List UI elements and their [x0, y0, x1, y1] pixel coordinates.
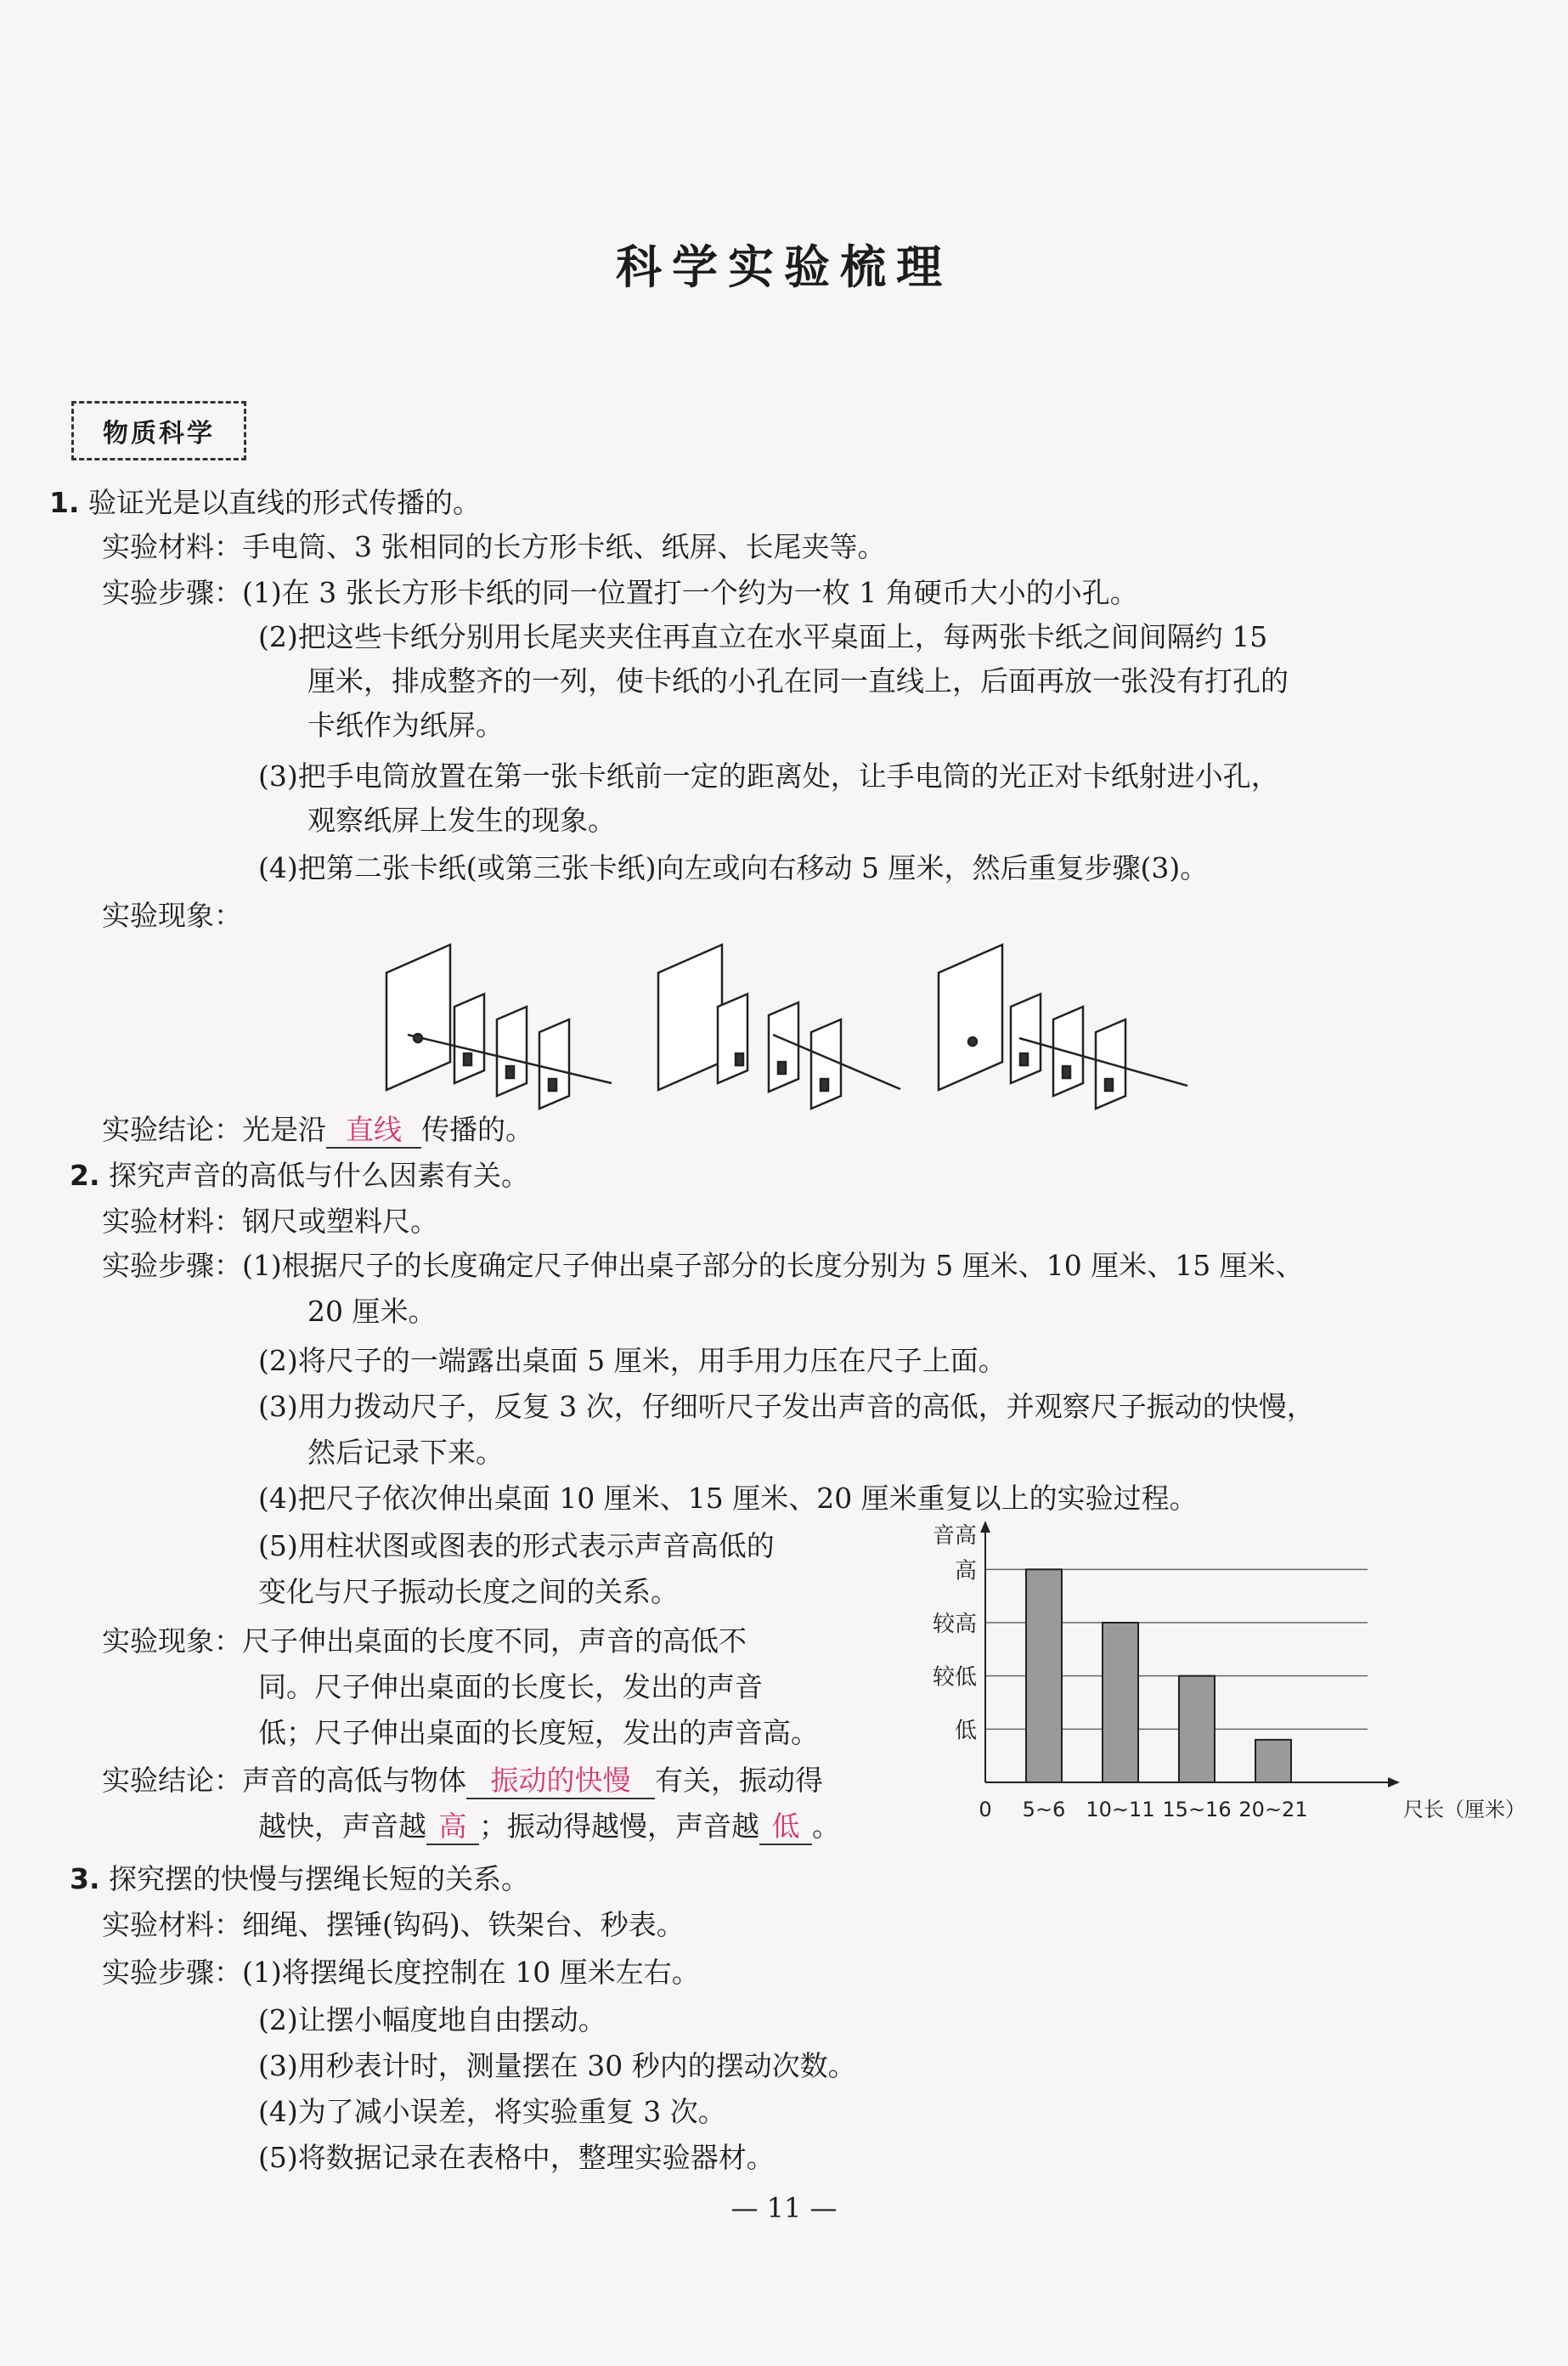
- exp2-step-5: (5)用柱状图或图表的形式表示声音高低的: [258, 1529, 775, 1562]
- origin-label: 0: [979, 1798, 992, 1821]
- y-tick-label: 较低: [932, 1664, 977, 1691]
- setup-card-moved-2: [939, 945, 1187, 1109]
- exp2-materials: 实验材料：钢尺或塑料尺。: [102, 1205, 438, 1238]
- x-tick-label: 20~21: [1238, 1798, 1308, 1821]
- exp2-step-4: (4)把尺子依次伸出桌面 10 厘米、15 厘米、20 厘米重复以上的实验过程。: [258, 1482, 1198, 1515]
- exp2-phenomenon: 实验现象：尺子伸出桌面的长度不同，声音的高低不: [102, 1624, 747, 1657]
- x-tick-label: 10~11: [1086, 1798, 1155, 1821]
- y-tick-label: 低: [954, 1718, 977, 1744]
- exp2-step-3-cont: 然后记录下来。: [307, 1436, 504, 1469]
- exp3-number: 3.: [70, 1862, 100, 1895]
- exp1-conclusion-prefix: 实验结论：光是沿: [102, 1113, 326, 1146]
- exp3-step-4: (4)为了减小误差，将实验重复 3 次。: [258, 2095, 726, 2128]
- exp3-step-5: (5)将数据记录在表格中，整理实验器材。: [258, 2141, 775, 2174]
- exp2-conclusion-mid2: ；振动得越慢，声音越: [479, 1810, 759, 1843]
- exp2-phenomenon-cont: 低；尺子伸出桌面的长度短，发出的声音高。: [258, 1716, 819, 1749]
- x-tick-label: 5~6: [1022, 1798, 1066, 1821]
- exp1-title: 验证光是以直线的形式传播的。: [88, 486, 481, 519]
- light-experiment-figure: [374, 935, 1189, 1113]
- exp2-answer-blank-2: 高: [426, 1810, 479, 1845]
- exp2-conclusion: [102, 1764, 823, 1798]
- exp1-step-4: (4)把第二张卡纸(或第三张卡纸)向左或向右移动 5 厘米，然后重复步骤(3)。: [258, 851, 1209, 884]
- exp1-conclusion-suffix: 传播的。: [421, 1113, 533, 1146]
- exp2-conclusion-line2: 越快，声音越: [258, 1810, 426, 1843]
- exp3-materials: 实验材料：细绳、摆锤(钩码)、铁架台、秒表。: [102, 1908, 685, 1941]
- exp3-step-1: 实验步骤：(1)将摆绳长度控制在 10 厘米左右。: [102, 1956, 700, 1989]
- bar: [1103, 1623, 1138, 1782]
- exp1-conclusion: [102, 1113, 533, 1147]
- exp1-step-1: 实验步骤：(1)在 3 张长方形卡纸的同一位置打一个约为一枚 1 角硬币大小的小孔。: [102, 576, 1138, 609]
- page-title: 科学实验梳理: [616, 240, 952, 294]
- exp1-step-2: (2)把这些卡纸分别用长尾夹夹住再直立在水平桌面上，每两张卡纸之间间隔约 15: [258, 620, 1268, 653]
- exp1-step-3-cont: 观察纸屏上发生的现象。: [307, 804, 616, 837]
- exp2-conclusion-mid: 有关，振动得: [655, 1764, 823, 1797]
- exp2-conclusion-cont: [258, 1810, 840, 1844]
- exp3-heading: [70, 1862, 529, 1896]
- exp1-number: 1.: [49, 486, 80, 519]
- bar: [1179, 1676, 1215, 1782]
- exp2-step-1: 实验步骤：(1)根据尺子的长度确定尺子伸出桌子部分的长度分别为 5 厘米、10 厘米、15 厘米、: [102, 1249, 1304, 1282]
- exp2-step-2: (2)将尺子的一端露出桌面 5 厘米，用手用力压在尺子上面。: [258, 1344, 1007, 1377]
- bar: [1255, 1740, 1291, 1782]
- x-axis-label: 尺长（厘米）: [1403, 1798, 1526, 1821]
- exp1-step-3: (3)把手电筒放置在第一张卡纸前一定的距离处，让手电筒的光正对卡纸射进小孔，: [258, 759, 1279, 793]
- exp2-conclusion-prefix: 实验结论：声音的高低与物体: [102, 1764, 466, 1797]
- exp2-answer-blank-3: 低: [759, 1810, 812, 1845]
- exp2-heading: [70, 1159, 529, 1193]
- exp2-conclusion-end: 。: [812, 1810, 840, 1843]
- exp1-step-2-cont: 卡纸作为纸屏。: [307, 709, 504, 742]
- y-tick-label: 高: [954, 1558, 977, 1584]
- exp3-title: 探究摆的快慢与摆绳长短的关系。: [109, 1862, 529, 1895]
- exp2-answer-blank-1: 振动的快慢: [466, 1764, 655, 1799]
- exp2-phenomenon-cont: 同。尺子伸出桌面的长度长，发出的声音: [258, 1670, 763, 1703]
- exp1-phenomenon-label: 实验现象：: [102, 899, 242, 932]
- exp3-step-3: (3)用秒表计时，测量摆在 30 秒内的摆动次数。: [258, 2049, 856, 2082]
- exp2-title: 探究声音的高低与什么因素有关。: [109, 1159, 529, 1192]
- exp2-step-5-cont: 变化与尺子振动长度之间的关系。: [258, 1575, 679, 1608]
- exp1-step-2-cont: 厘米，排成整齐的一列，使卡纸的小孔在同一直线上，后面再放一张没有打孔的: [307, 664, 1289, 697]
- pitch-bar-chart: [932, 1519, 1526, 1821]
- y-axis-arrow: [980, 1521, 990, 1533]
- exp2-step-1-cont: 20 厘米。: [307, 1295, 437, 1328]
- exp1-heading: [49, 486, 481, 520]
- exp1-materials: 实验材料：手电筒、3 张相同的长方形卡纸、纸屏、长尾夹等。: [102, 530, 886, 563]
- exp1-answer-blank: 直线: [326, 1113, 421, 1149]
- exp2-step-3: (3)用力拨动尺子，反复 3 次，仔细听尺子发出声音的高低，并观察尺子振动的快慢，: [258, 1390, 1315, 1423]
- bar: [1026, 1569, 1062, 1782]
- y-axis-label: 音高: [932, 1523, 977, 1549]
- x-tick-label: 15~16: [1162, 1798, 1232, 1821]
- exp2-number: 2.: [70, 1159, 100, 1192]
- page-number: — 11 —: [730, 2192, 838, 2224]
- y-tick-label: 较高: [932, 1612, 977, 1637]
- setup-straight-line: [386, 945, 612, 1109]
- exp3-step-2: (2)让摆小幅度地自由摆动。: [258, 2003, 606, 2036]
- setup-card-moved: [658, 945, 900, 1109]
- section-label: 物质科学: [71, 401, 246, 460]
- x-axis-arrow: [1388, 1777, 1400, 1787]
